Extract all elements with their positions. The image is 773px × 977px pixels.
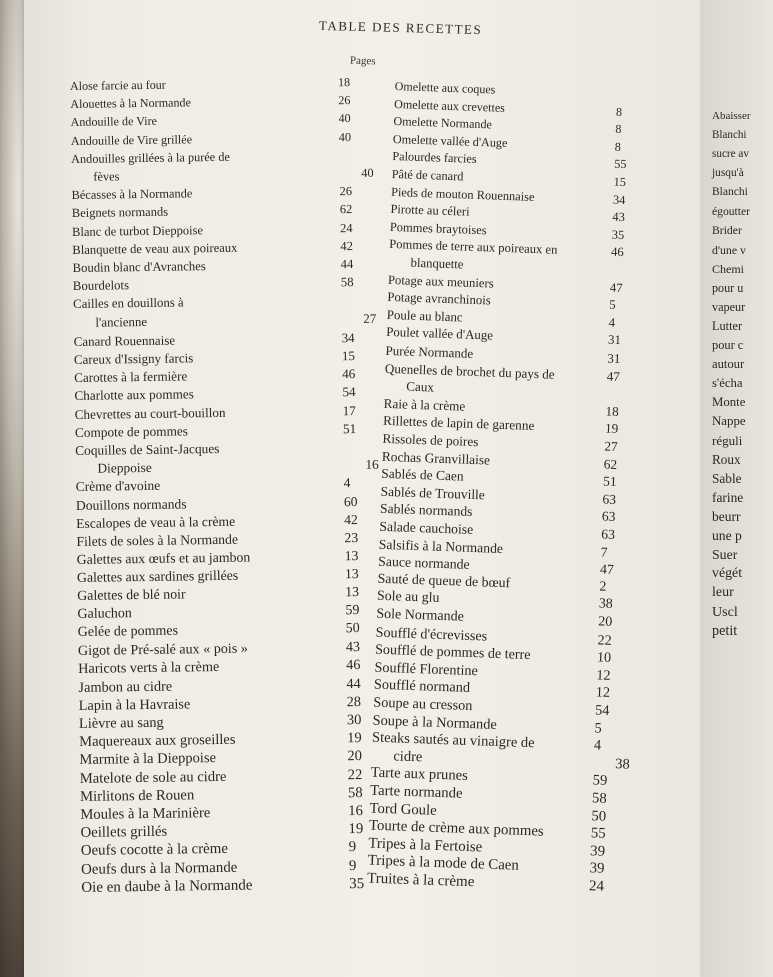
recipe-name: Sole Normande: [376, 606, 465, 625]
glossary-fragment: égoutter: [712, 205, 750, 218]
recipe-page-number: 55: [613, 157, 627, 172]
recipe-name: Omelette aux coques: [394, 79, 496, 97]
recipe-page-number: 7: [600, 544, 608, 560]
recipe-name: Andouilles grillées à la purée de: [71, 149, 230, 166]
recipe-page-number: 35: [349, 875, 365, 892]
recipe-entry: [380, 483, 617, 507]
recipe-page-number: 16: [365, 456, 379, 473]
recipe-column-left: [70, 76, 382, 920]
recipe-page-number: 22: [597, 632, 612, 649]
recipe-name: Oie en daube à la Normande: [81, 877, 253, 896]
recipe-name: Marmite à la Dieppoise: [79, 750, 217, 769]
recipe-entry: [390, 202, 626, 225]
recipe-name: Potage avranchinois: [387, 290, 492, 308]
recipe-name: Canard Rouennaise: [73, 332, 176, 349]
recipe-name: l'ancienne: [95, 314, 148, 330]
recipe-name: Oeufs durs à la Normande: [80, 859, 238, 878]
recipe-page-number: 43: [345, 639, 361, 656]
recipe-name: fèves: [93, 169, 120, 184]
recipe-page-number: 5: [609, 297, 616, 313]
recipe-name: Jambon au cidre: [78, 678, 173, 696]
recipe-name: Matelote de sole au cidre: [79, 768, 227, 787]
recipe-page-number: 26: [338, 93, 351, 108]
glossary-fragment: végét: [712, 566, 743, 581]
recipe-page-number: 58: [340, 275, 354, 290]
recipe-page-number: 47: [609, 280, 623, 295]
recipe-page-number: 54: [594, 702, 610, 719]
recipe-name: Tarte normande: [369, 782, 463, 802]
recipe-page-number: 19: [348, 821, 364, 838]
recipe-page-number: 18: [337, 75, 351, 90]
recipe-name: Tord Goule: [369, 800, 437, 819]
recipe-entry: [368, 835, 606, 860]
recipe-name: Raie à la crème: [383, 395, 466, 414]
recipe-name: Soufflé d'écrevisses: [375, 624, 488, 645]
recipe-name: Soupe au cresson: [372, 694, 473, 715]
recipe-column-right: [366, 80, 695, 930]
recipe-entry: [376, 589, 613, 613]
recipe-entry: [393, 114, 622, 137]
recipe-page-number: 51: [342, 420, 357, 437]
recipe-page-number: 17: [342, 402, 356, 418]
recipe-page-number: 27: [604, 438, 618, 454]
recipe-name: Soufflé de pommes de terre: [374, 641, 531, 664]
recipe-page-number: 26: [339, 184, 353, 199]
recipe-entry: [392, 131, 622, 154]
recipe-name: Lièvre au sang: [78, 714, 164, 732]
recipe-name: Rochas Granvillaise: [381, 448, 491, 468]
recipe-name: Maquereaux aux groseilles: [79, 731, 236, 751]
recipe-page-number: 27: [363, 311, 377, 326]
recipe-name: Omelette vallée d'Auge: [392, 131, 508, 150]
glossary-fragment: Uscl: [712, 604, 738, 620]
glossary-fragment: Brider: [712, 224, 742, 237]
recipe-page-number: 60: [343, 493, 358, 509]
recipe-page-number: 40: [338, 111, 351, 126]
recipe-name: Pommes de terre aux poireaux en: [389, 237, 558, 258]
recipe-name: Blanc de turbot Dieppoise: [72, 222, 204, 239]
recipe-name: Sablés de Trouville: [380, 483, 486, 503]
recipe-name: Galettes aux sardines grillées: [76, 568, 239, 586]
recipe-name: Soupe à la Normande: [372, 712, 498, 733]
recipe-name: Filets de soles à la Normande: [76, 531, 239, 549]
recipe-name: Sauté de queue de bœuf: [377, 571, 511, 592]
glossary-fragment: Blanchi: [712, 186, 748, 198]
recipe-name: Dieppoise: [97, 460, 152, 476]
recipe-page-number: 59: [345, 602, 360, 619]
recipe-name: Tripes à la Fertoise: [368, 835, 483, 856]
recipe-name: Careux d'Issigny farcis: [73, 350, 194, 367]
recipe-page-number: 16: [348, 802, 364, 820]
recipe-page-number: 58: [347, 784, 363, 801]
recipe-name: Blanquette de veau aux poireaux: [72, 240, 238, 257]
glossary-fragment: Roux: [712, 452, 741, 467]
recipe-entry: [386, 307, 616, 330]
recipe-name: Oeillets grillés: [80, 823, 168, 842]
recipe-entry: [379, 518, 616, 542]
recipe-name: Omelette aux crevettes: [393, 96, 506, 115]
recipe-page-number: 15: [341, 348, 355, 364]
recipe-page-number: 24: [339, 220, 353, 235]
recipe-page-number: 62: [603, 456, 618, 472]
recipe-page-number: 38: [598, 596, 613, 613]
page-title: TABLE DES RECETTES: [318, 17, 483, 38]
recipe-page-number: 12: [595, 684, 611, 702]
recipe-page-number: 30: [346, 711, 362, 729]
recipe-entry: [369, 782, 608, 807]
recipe-page-number: 8: [614, 139, 622, 154]
recipe-name: Carottes à la fermière: [74, 368, 188, 386]
recipe-page-number: 46: [342, 366, 356, 382]
recipe-name: Galettes aux œufs et au jambon: [76, 549, 251, 568]
recipe-entry: [389, 237, 624, 260]
recipe-name: Tarte aux prunes: [370, 764, 469, 785]
recipe-page-number: 63: [602, 491, 617, 507]
recipe-name: Potage aux meuniers: [387, 272, 494, 291]
recipe-page-number: 19: [347, 730, 362, 747]
recipe-page-number: 4: [593, 737, 602, 754]
recipe-name: Soufflé Florentine: [374, 659, 479, 680]
recipe-page-number: 35: [611, 227, 625, 242]
recipe-page-number: 13: [344, 566, 359, 582]
glossary-fragment: réguli: [712, 433, 743, 448]
glossary-fragment: autour: [712, 357, 745, 371]
recipe-name: Pirotte au céleri: [390, 202, 470, 219]
recipe-page-number: 4: [343, 475, 351, 491]
recipe-entry: [370, 764, 608, 790]
recipe-name: Charlotte aux pommes: [74, 386, 194, 404]
recipe-name: Galuchon: [77, 605, 132, 622]
glossary-fragment: Abaisser: [712, 110, 751, 122]
recipe-name: Oeufs cocotte à la crème: [80, 841, 229, 860]
recipe-entry: [378, 536, 608, 560]
recipe-name: Haricots verts à la crème: [78, 659, 220, 678]
recipe-name: Rillettes de lapin de garenne: [382, 413, 535, 434]
recipe-name: Andouille de Vire: [70, 114, 158, 130]
recipe-entry: [389, 219, 625, 242]
recipe-entry: [372, 694, 610, 719]
recipe-name: Palourdes farcies: [392, 149, 477, 167]
recipe-name: Sole au glu: [376, 589, 440, 607]
glossary-fragment: Lutter: [712, 319, 743, 333]
recipe-entry: [390, 184, 626, 207]
recipe-name: Purée Normande: [385, 342, 474, 361]
recipe-entry: [380, 465, 617, 490]
glossary-fragment: petit: [712, 623, 738, 639]
recipe-page-number: 63: [601, 508, 616, 525]
recipe-entry: [384, 360, 621, 384]
recipe-name: Tripes à la mode de Caen: [367, 852, 520, 875]
recipe-page-number: 9: [348, 857, 357, 874]
recipe-name: Gelée de pommes: [77, 623, 179, 640]
recipe-page-number: 31: [607, 332, 622, 348]
recipe-page-number: 39: [589, 843, 606, 860]
recipe-entry: [366, 870, 605, 895]
recipe-name: Omelette Normande: [393, 114, 493, 132]
recipe-page-number: 50: [345, 621, 360, 637]
recipe-name: Sauce normande: [377, 553, 470, 573]
recipe-entry: [395, 80, 496, 96]
recipe-name: Salsifis à la Normande: [378, 536, 504, 556]
glossary-fragment: pour u: [712, 281, 744, 295]
recipe-entry: [391, 166, 627, 190]
recipe-page-number: 4: [608, 315, 616, 330]
glossary-fragment: farine: [712, 490, 744, 505]
recipe-page-number: 40: [361, 165, 374, 180]
recipe-page-number: 18: [605, 403, 620, 419]
glossary-fragment: jusqu'à: [712, 167, 744, 179]
recipe-name: Chevrettes au court-bouillon: [74, 404, 226, 422]
recipe-page-number: 22: [347, 766, 363, 783]
glossary-fragment: sucre av: [712, 148, 749, 160]
recipe-name: Sablés normands: [379, 501, 473, 520]
recipe-page-number: 28: [346, 693, 362, 710]
recipe-name: Alouettes à la Normande: [70, 95, 191, 112]
recipe-page-number: 9: [348, 839, 357, 856]
recipe-page-number: 10: [596, 649, 612, 667]
recipe-page-number: 46: [610, 245, 624, 260]
recipe-entry: [377, 553, 615, 578]
recipe-page-number: 13: [345, 584, 360, 600]
recipe-entry: [374, 659, 611, 684]
recipe-page-number: 12: [596, 667, 611, 684]
recipe-page-number: 24: [588, 878, 605, 895]
glossary-fragment: pour c: [712, 338, 744, 352]
recipe-page-number: 20: [347, 748, 363, 765]
recipe-page-number: 44: [346, 675, 361, 692]
glossary-fragment: beurr: [712, 509, 741, 524]
recipe-page-number: 23: [344, 530, 359, 546]
recipe-entry: [373, 677, 611, 702]
recipe-name: Pâté de canard: [391, 166, 464, 184]
glossary-fragment: s'écha: [712, 376, 743, 390]
recipe-page-number: 39: [589, 860, 605, 878]
recipe-entry: [385, 342, 621, 367]
recipe-name: Rissoles de poires: [382, 430, 479, 450]
recipe-page-number: 34: [612, 192, 626, 207]
recipe-name: Cailles en douillons à: [73, 295, 184, 312]
recipe-name: Bécasses à la Normande: [71, 186, 193, 203]
recipe-page-number: 40: [338, 129, 352, 144]
recipe-page-number: 5: [594, 719, 602, 737]
recipe-name: Moules à la Marinière: [80, 805, 211, 823]
recipe-name: Pommes braytoises: [389, 219, 487, 238]
recipe-page-number: 8: [615, 104, 623, 119]
glossary-fragment: Sable: [712, 471, 742, 486]
recipe-page-number: 47: [599, 561, 615, 578]
recipe-entry: [376, 606, 613, 630]
recipe-name: blanquette: [410, 255, 464, 272]
recipe-entry: [392, 149, 627, 172]
adjacent-page: [700, 0, 773, 977]
recipe-page-number: 59: [592, 772, 608, 790]
recipe-entry: [372, 712, 602, 737]
recipe-page-number: 20: [597, 614, 613, 630]
recipe-page-number: 50: [591, 807, 607, 825]
recipe-name: Mirlitons de Rouen: [79, 787, 195, 805]
recipe-page-number: 62: [339, 202, 353, 217]
recipe-page-number: 15: [613, 174, 627, 190]
recipe-entry: [393, 748, 631, 773]
recipe-entry: [387, 272, 623, 295]
recipe-name: Poule au blanc: [386, 307, 463, 325]
recipe-name: Andouille de Vire grillée: [70, 131, 193, 148]
recipe-entry: [382, 413, 619, 437]
recipe-name: Tourte de crème aux pommes: [368, 817, 544, 840]
pages-column-label: Pages: [349, 54, 376, 68]
recipe-name: Boudin blanc d'Avranches: [72, 259, 206, 275]
recipe-name: Poulet vallée d'Auge: [385, 325, 494, 343]
recipe-page-number: 43: [612, 209, 626, 225]
recipe-entry: [381, 448, 618, 472]
recipe-name: Douillons normands: [75, 496, 187, 513]
recipe-name: Caux: [406, 378, 435, 395]
recipe-name: Escalopes de veau à la crème: [76, 513, 236, 531]
recipe-entry: [410, 257, 463, 272]
recipe-page-number: 63: [601, 526, 616, 542]
recipe-name: Galettes de blé noir: [77, 587, 186, 604]
recipe-name: Sablés de Caen: [380, 465, 464, 484]
glossary-fragment: Suer: [712, 547, 738, 562]
recipe-page-number: 42: [344, 511, 358, 528]
glossary-fragment: d'une v: [712, 243, 746, 257]
glossary-fragment: Blanchi: [712, 129, 747, 141]
recipe-entry: [379, 501, 616, 525]
recipe-page-number: 47: [606, 368, 621, 384]
recipe-name: cidre: [393, 748, 423, 766]
recipe-entry: [375, 624, 612, 649]
recipe-entry: [385, 325, 622, 348]
recipe-name: Coquilles de Saint-Jacques: [75, 440, 220, 458]
recipe-page-number: 58: [591, 790, 608, 807]
glossary-fragment: leur: [712, 585, 734, 600]
recipe-name: Lapin à la Havraise: [78, 696, 191, 714]
recipe-page-number: 46: [346, 657, 361, 674]
recipe-name: Salade cauchoise: [379, 518, 474, 537]
recipe-name: Steaks sautés au vinaigre de: [371, 729, 535, 752]
recipe-name: Bourdelots: [72, 278, 130, 294]
recipe-page-number: 38: [614, 755, 631, 773]
recipe-page-number: 44: [340, 257, 354, 272]
recipe-entry: [369, 800, 607, 825]
recipe-name: Beignets normands: [71, 205, 169, 221]
glossary-fragment: Chemi: [712, 262, 744, 276]
recipe-page-number: 31: [607, 350, 621, 367]
recipe-entry: [387, 290, 616, 313]
recipe-name: Compote de pommes: [74, 423, 189, 440]
recipe-page-number: 2: [599, 579, 607, 595]
recipe-page-number: 42: [340, 238, 354, 254]
recipe-entry: [406, 380, 434, 394]
recipe-entry: [393, 96, 623, 119]
recipe-name: Quenelles de brochet du pays de: [384, 360, 555, 382]
glossary-fragment: Nappe: [712, 414, 746, 428]
recipe-entry: [382, 430, 618, 454]
recipe-name: Pieds de mouton Rouennaise: [390, 184, 535, 204]
recipe-name: Crème d'avoine: [75, 478, 161, 495]
recipe-page-number: 19: [604, 420, 619, 437]
glossary-fragment: Monte: [712, 395, 746, 409]
recipe-page-number: 13: [344, 548, 359, 564]
recipe-page-number: 55: [590, 825, 606, 842]
recipe-entry: [383, 395, 620, 419]
recipe-page-number: 51: [602, 473, 617, 490]
glossary-fragment: vapeur: [712, 300, 746, 314]
recipe-page-number: 54: [342, 384, 356, 400]
recipe-entry: [377, 571, 607, 595]
glossary-fragment: une p: [712, 528, 742, 543]
recipe-page-number: 8: [615, 121, 622, 137]
recipe-name: Gigot de Pré-salé aux « pois »: [77, 640, 248, 660]
recipe-name: Soufflé normand: [373, 677, 471, 697]
recipe-name: Truites à la crème: [366, 870, 475, 891]
recipe-page-number: 34: [341, 329, 355, 346]
recipe-name: Alose farcie au four: [69, 77, 166, 93]
